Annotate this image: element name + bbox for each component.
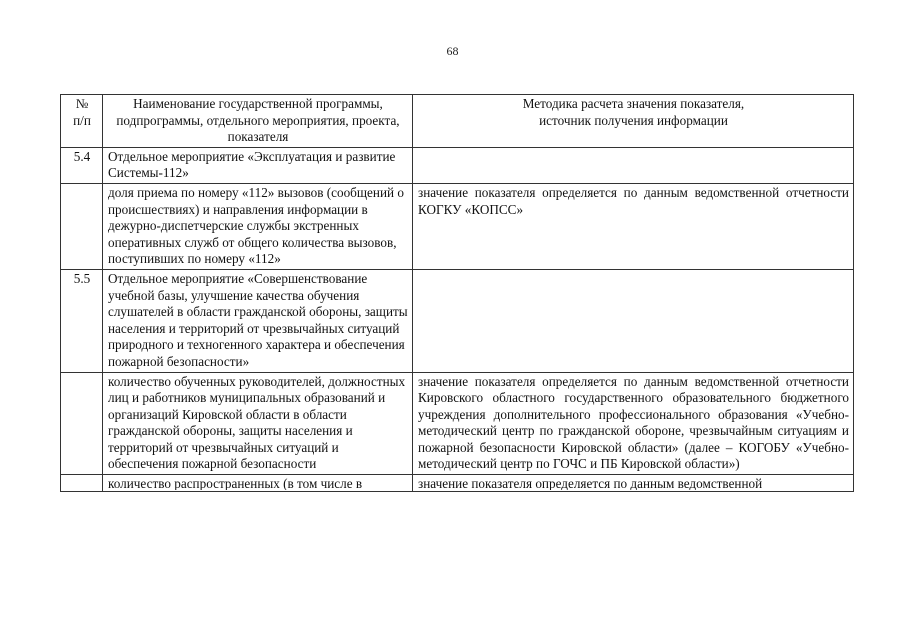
table-row <box>61 147 854 183</box>
row-method: значение показателя определяется по данным ведомственной отчетности Кировского областного государственного образовательного бюджетного учреждения дополнительного профессионального образования «Учебно-методический центр по гражданской обороне, чрезвычайным ситуациям и пожарной безопасности Кировской области» (далее – КОГОБУ «Учебно-методический центр по ГОЧС и ПБ Кировской области») <box>413 372 854 475</box>
header-num-label: № п/п <box>73 96 91 128</box>
row-num: 5.4 <box>61 147 103 183</box>
row-method <box>413 147 854 183</box>
table-row <box>61 269 854 372</box>
indicator-table <box>60 94 854 492</box>
row-num <box>61 372 103 475</box>
row-method <box>413 475 854 492</box>
header-method-label: Методика расчета значения показателя, источник получения информации <box>522 96 745 128</box>
row-num <box>61 183 103 269</box>
table-row <box>61 475 854 492</box>
row-name <box>103 475 413 492</box>
table-row <box>61 183 854 269</box>
row-name: Отдельное мероприятие «Совершенствование учебной базы, улучшение качества обучения слушателей в области гражданской обороны, защиты населения и территорий от чрезвычайных ситуаций природного и техногенного характера и обеспечения пожарной безопасности» <box>103 269 413 372</box>
row-name: доля приема по номеру «112» вызовов (сообщений о происшествиях) и направления информации в дежурно-диспетчерские службы экстренных оперативных служб от общего количества вызовов, поступивших по номеру «112» <box>103 183 413 269</box>
header-num <box>61 95 103 148</box>
row-num-text <box>66 476 98 490</box>
header-name <box>103 95 413 148</box>
row-name-text: количество распространенных (в том числе в <box>108 476 363 491</box>
table-header-row <box>61 95 854 148</box>
row-num: 5.5 <box>61 269 103 372</box>
row-num <box>61 475 103 492</box>
header-name-label: Наименование государственной программы, подпрограммы, отдельного мероприятия, проекта, показателя <box>116 96 400 145</box>
row-method: значение показателя определяется по данным ведомственной отчетности КОГКУ «КОПСС» <box>413 183 854 269</box>
table-row <box>61 372 854 475</box>
header-method <box>413 95 854 148</box>
row-name: количество обученных руководителей, должностных лиц и работников муниципальных образований и организаций Кировской области в области гражданской обороны, защиты населения и территорий от чрезвычайных ситуаций и обеспечения пожарной безопасности <box>103 372 413 475</box>
row-name: Отдельное мероприятие «Эксплуатация и развитие Системы-112» <box>103 147 413 183</box>
row-method <box>413 269 854 372</box>
page-number: 68 <box>446 44 459 58</box>
row-method-text: значение показателя определяется по данным ведомственной <box>418 476 763 491</box>
